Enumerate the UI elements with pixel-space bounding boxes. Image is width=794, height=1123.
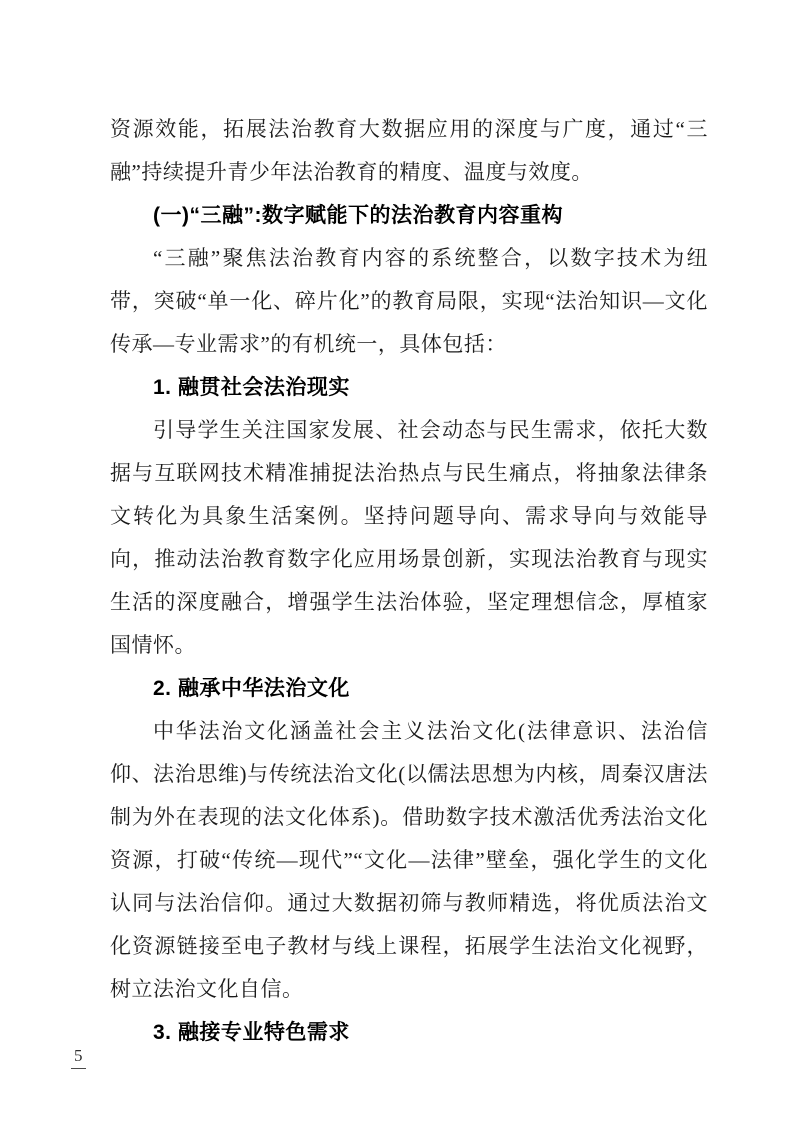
- section-heading: (一)“三融”:数字赋能下的法治教育内容重构: [153, 204, 563, 227]
- paragraph: “三融”聚焦法治教育内容的系统整合，以数字技术为纽带，突破“单一化、碎片化”的教育局限，实现“法治知识—文化传承—专业需求”的有机统一，具体包括：: [110, 246, 708, 356]
- paragraph: 中华法治文化涵盖社会主义法治文化(法律意识、法治信仰、法治思维)与传统法治文化(以儒法思想为内核，周秦汉唐法制为外在表现的法文化体系)。借助数字技术激活优秀法治文化资源，打破“传统—现代”“文化—法律”壁垒，强化学生的文化认同与法治信仰。通过大数据初筛与教师精选，将优质法治文化资源链接至电子教材与线上课程，拓展学生法治文化视野，树立法治文化自信。: [110, 719, 708, 1001]
- paragraph: 资源效能，拓展法治教育大数据应用的深度与广度，通过“三融”持续提升青少年法治教育的精度、温度与效度。: [110, 117, 708, 184]
- section-heading: 3. 融接专业特色需求: [153, 1021, 350, 1044]
- page-number: 5: [71, 1044, 86, 1069]
- document-body: [110, 108, 708, 1054]
- paragraph: 引导学生关注国家发展、社会动态与民生需求，依托大数据与互联网技术精准捕捉法治热点与民生痛点，将抽象法律条文转化为具象生活案例。坚持问题导向、需求导向与效能导向，推动法治教育数字化应用场景创新，实现法治教育与现实生活的深度融合，增强学生法治体验，坚定理想信念，厚植家国情怀。: [110, 418, 708, 657]
- section-heading: 1. 融贯社会法治现实: [153, 376, 350, 399]
- section-heading: 2. 融承中华法治文化: [153, 677, 350, 700]
